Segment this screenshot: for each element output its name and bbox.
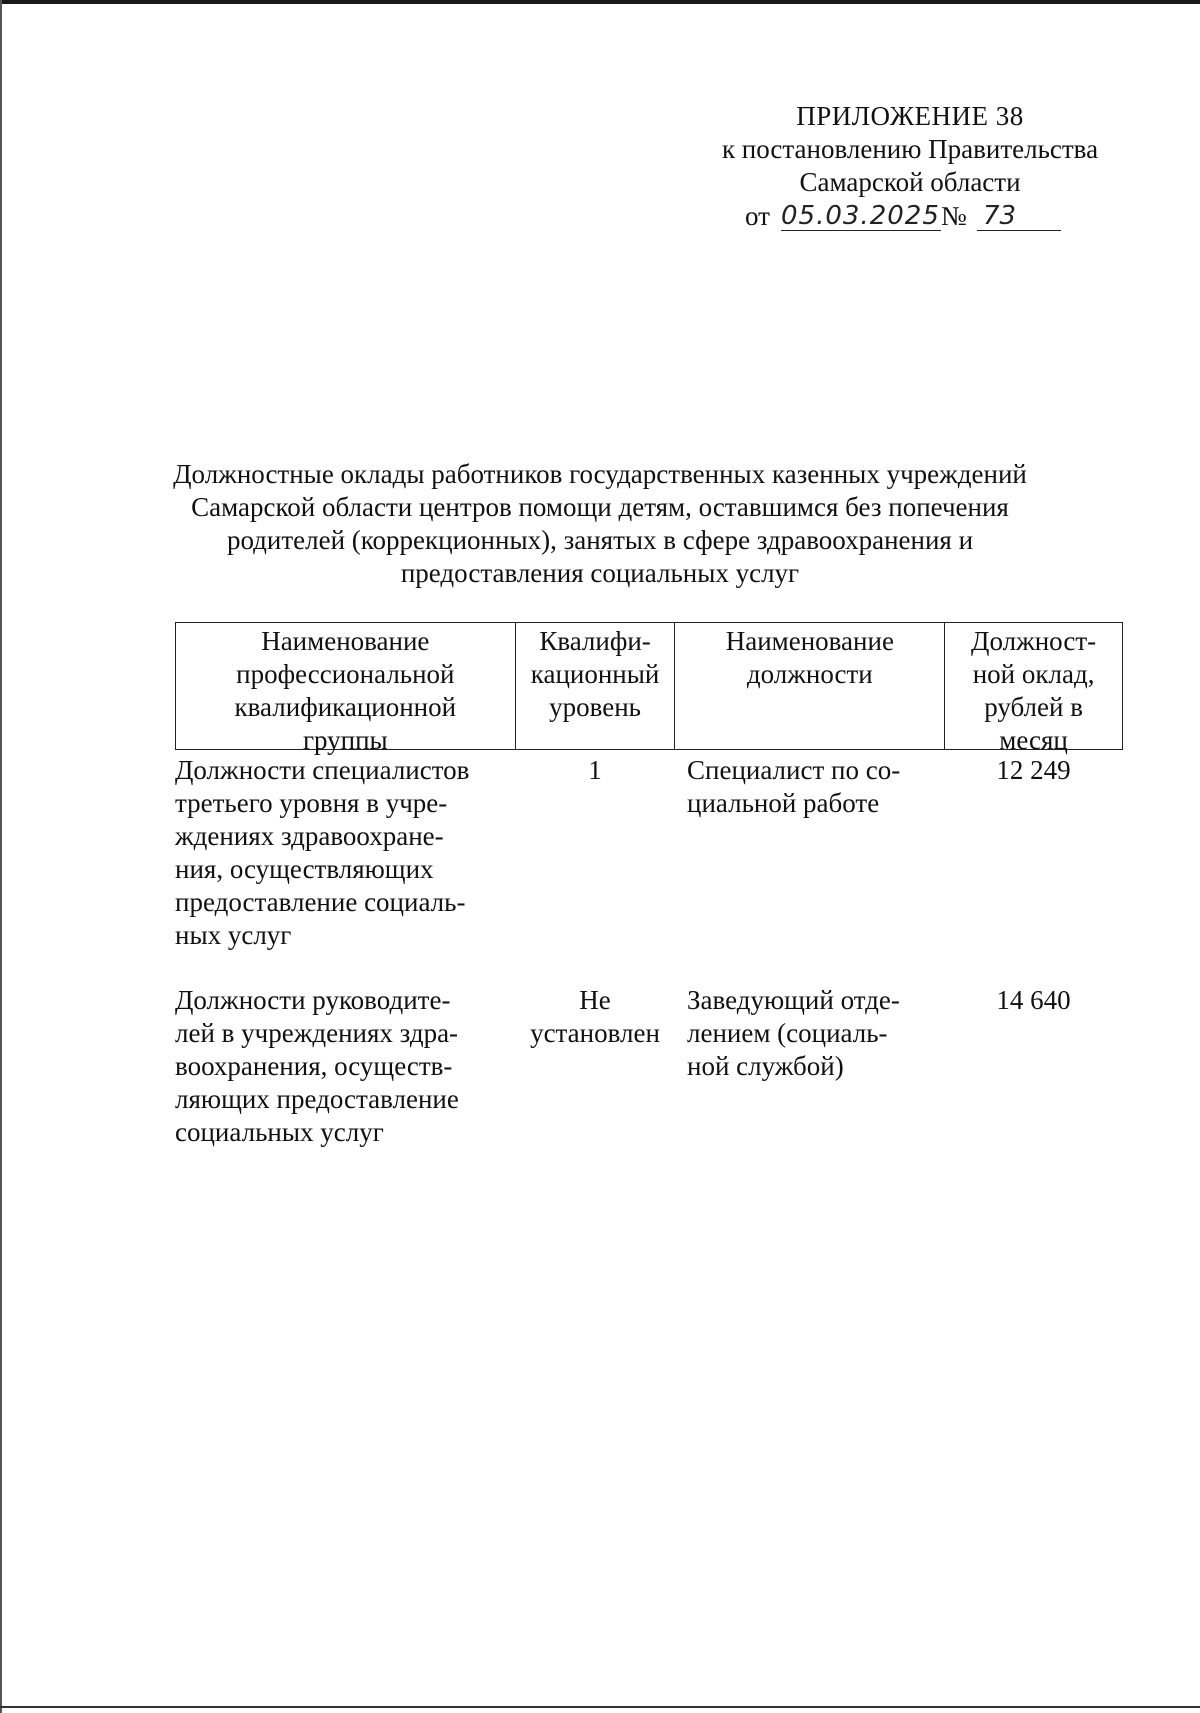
header-cell-salary (945, 623, 1122, 755)
cell-text: Специалист по со- (687, 755, 901, 785)
cell-text: ляющих предоставление (175, 1084, 459, 1114)
cell-position (675, 984, 945, 1164)
table-row (175, 984, 1123, 1164)
cell-text: Не (579, 985, 611, 1015)
appendix-title: ПРИЛОЖЕНИЕ 38 (796, 101, 1024, 131)
header-text: Должност- (971, 626, 1097, 656)
header-text: профессиональной (236, 659, 455, 689)
cell-text: лением (социаль- (687, 1018, 888, 1048)
cell-text: ния, осуществляющих (175, 854, 434, 884)
cell-text: предоставление социаль- (175, 887, 466, 917)
scan-left-edge (0, 0, 2, 1713)
header-text: ной оклад, (972, 659, 1095, 689)
cell-group (175, 754, 515, 980)
cell-level (515, 754, 675, 980)
cell-salary: 14 640 (996, 985, 1071, 1015)
cell-text: лей в учреждениях здра- (175, 1018, 459, 1048)
cell-text: Должности руководите- (175, 985, 451, 1015)
cell-text: воохранения, осуществ- (175, 1051, 453, 1081)
header-cell-group (176, 623, 516, 755)
handwritten-number: 73 (977, 202, 1061, 231)
header-text: месяц (999, 725, 1068, 755)
appendix-date-row (745, 200, 1085, 236)
cell-position (675, 754, 945, 980)
header-text: должности (746, 659, 873, 689)
header-text: группы (302, 725, 388, 755)
date-prefix: от (745, 201, 770, 231)
cell-level (515, 984, 675, 1164)
cell-group (175, 984, 515, 1164)
header-text: кационный (530, 659, 660, 689)
document-title (150, 458, 1050, 590)
handwritten-date: 05.03.2025 (781, 201, 940, 231)
cell-text: установлен (530, 1018, 660, 1048)
document-title-line: Должностные оклады работников государственных казенных учреждений (173, 459, 1027, 489)
header-text: Наименование (725, 626, 894, 656)
cell-text: 1 (588, 755, 602, 785)
cell-text: социальных услуг (175, 1117, 384, 1147)
header-text: Квалифи- (539, 626, 651, 656)
header-text: рублей в (984, 692, 1083, 722)
appendix-line-1: к постановлению Правительства (721, 134, 1099, 164)
header-cell-position (675, 623, 945, 749)
header-text: уровень (549, 692, 641, 722)
appendix-line-2: Самарской области (799, 167, 1021, 197)
cell-salary: 12 249 (996, 755, 1071, 785)
table-header (175, 622, 1123, 755)
table-row (175, 754, 1123, 980)
cell-text: ждениях здравоохране- (175, 821, 444, 851)
cell-text: Заведующий отде- (687, 985, 900, 1015)
header-text: квалификационной (234, 692, 457, 722)
cell-text: ных услуг (175, 920, 292, 950)
document-title-line: Самарской области центров помощи детям, оставшимся без попечения (191, 492, 1009, 522)
header-cell-level (516, 623, 676, 749)
cell-text: третьего уровня в учре- (175, 788, 448, 818)
number-sign: № (941, 201, 967, 231)
header-text: Наименование (261, 626, 430, 656)
document-title-line: родителей (коррекционных), занятых в сфере здравоохранения и (226, 525, 974, 555)
appendix-header (680, 100, 1140, 199)
salary-table (175, 622, 1123, 1164)
cell-text: циальной работе (687, 788, 880, 818)
scan-top-edge (0, 0, 1200, 4)
document-title-line: предоставления социальных услуг (400, 558, 800, 588)
cell-text: ной службой) (687, 1051, 844, 1081)
scan-bottom-edge (0, 1706, 1200, 1708)
cell-text: Должности специалистов (175, 755, 470, 785)
